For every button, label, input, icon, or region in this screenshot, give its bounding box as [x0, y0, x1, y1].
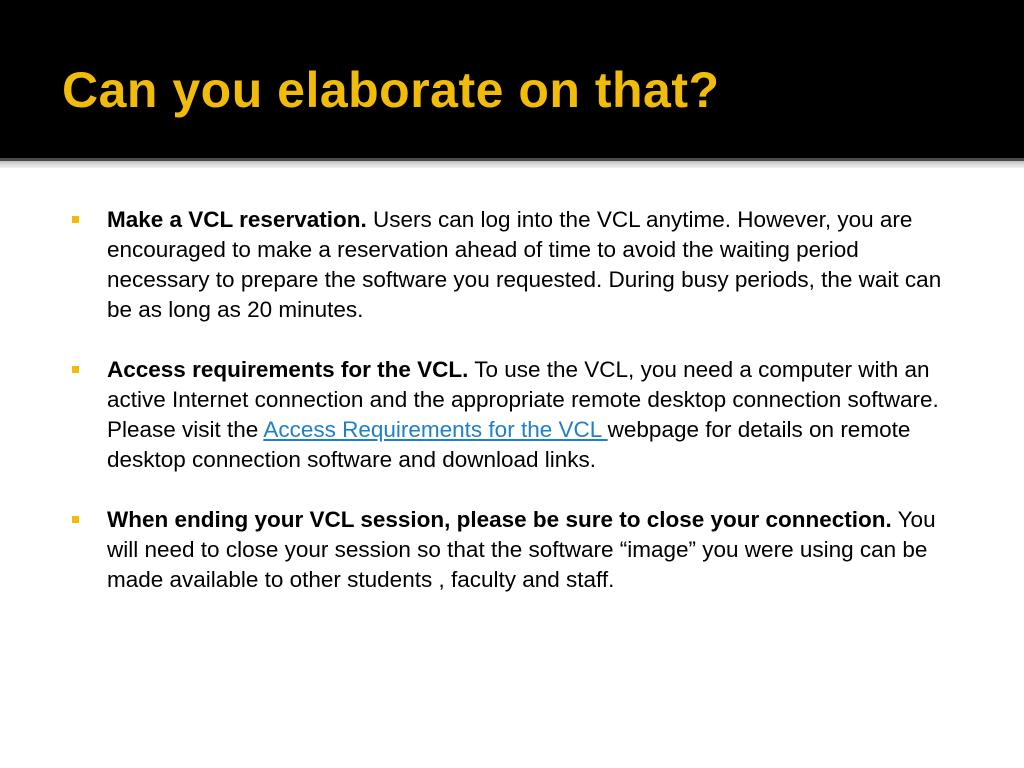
- bullet-heading: When ending your VCL session, please be sure to close your connection.: [107, 507, 892, 532]
- square-bullet-icon: [72, 216, 79, 223]
- square-bullet-icon: [72, 516, 79, 523]
- bullet-item-reservation: [70, 205, 965, 325]
- bullet-body: To use the VCL, you need a computer with an active Internet connection and the appropriate remote desktop connection software. Please visit the: [107, 357, 939, 442]
- square-bullet-icon: [72, 366, 79, 373]
- bullet-body-continued: webpage for details on remote desktop connection software and download links.: [107, 417, 911, 472]
- bullet-body: You will need to close your session so that the software “image” you were using can be made available to other students , faculty and staff.: [107, 507, 936, 592]
- bullet-body: Users can log into the VCL anytime. However, you are encouraged to make a reservation ahead of time to avoid the waiting period necessary to prepare the software you requested. During busy periods, the wait can be as long as 20 minutes.: [107, 207, 942, 322]
- access-requirements-link[interactable]: Access Requirements for the VCL: [263, 417, 608, 442]
- slide-title: Can you elaborate on that?: [62, 62, 720, 118]
- bullet-item-access-requirements: [70, 355, 965, 475]
- bullet-list: [70, 205, 965, 625]
- bullet-heading: Make a VCL reservation.: [107, 207, 367, 232]
- bullet-item-ending-session: [70, 505, 965, 595]
- bullet-heading: Access requirements for the VCL.: [107, 357, 469, 382]
- title-divider: [0, 158, 1024, 168]
